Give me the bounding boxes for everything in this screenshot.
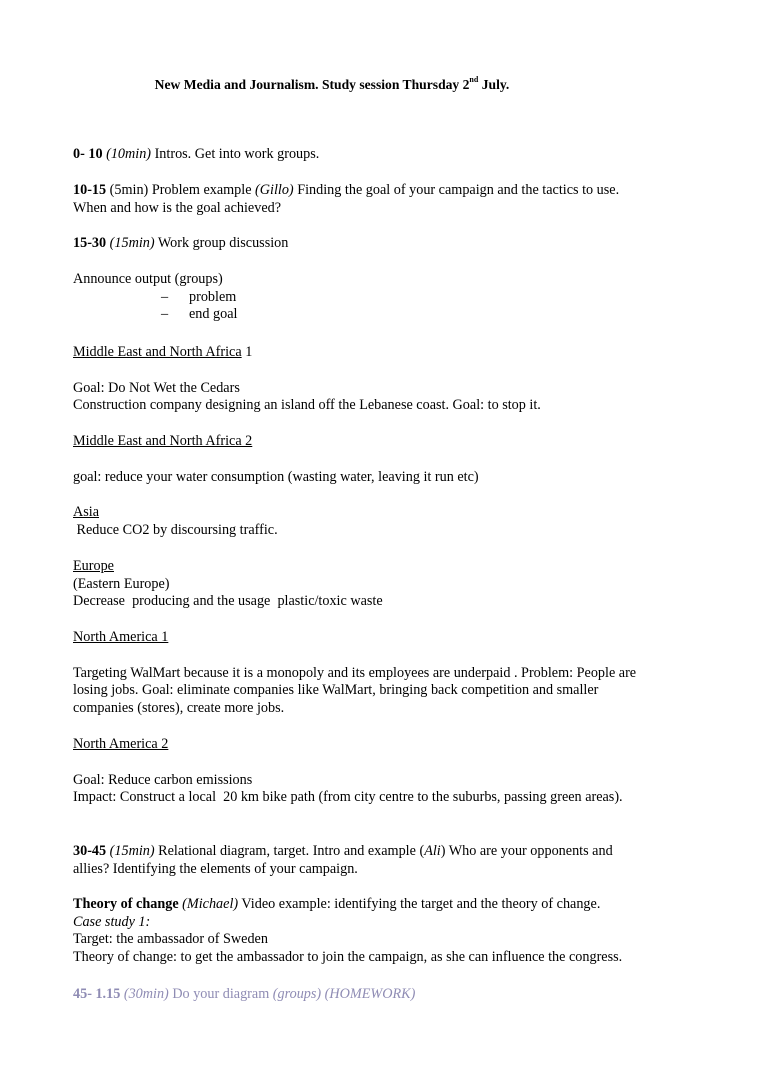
group-mena-2: Middle East and North Africa 2 goal: reduce your water consumption (wasting water, leaving it run etc) — [73, 433, 479, 485]
title-end: July. — [478, 77, 510, 92]
announce-item: – problem — [161, 288, 237, 305]
group-europe: Europe (Eastern Europe) Decrease producing and the usage plastic/toxic waste — [73, 558, 383, 609]
group-mena-1: Middle East and North Africa 1 Goal: Do Not Wet the Cedars Construction company designing an island off the Lebanese coast. Goal: to stop it. — [73, 344, 541, 413]
announce-output: Announce output (groups) – problem – end goal — [73, 271, 713, 324]
group-north-america-1: North America 1 Targeting WalMart because it is a monopoly and its employees are underpaid . Problem: People are losing jobs. Goal: eliminate companies like WalMart, bringing back competition and smaller companies (stores), create more jobs. — [73, 629, 637, 716]
session-10-15: 10-15 (5min) Problem example (Gillo) Finding the goal of your campaign and the tactics to use. When and how is the goal achieved? — [73, 182, 620, 216]
session-0-10: 0- 10 (10min) Intros. Get into work groups. — [73, 146, 320, 162]
group-asia: Asia Reduce CO2 by discoursing traffic. — [73, 504, 278, 538]
session-15-30: 15-30 (15min) Work group discussion — [73, 235, 289, 251]
title-text: New Media and Journalism. Study session Thursday 2 — [154, 77, 470, 92]
theory-of-change: Theory of change (Michael) Video example: identifying the target and the theory of change. Case study 1: Target: the ambassador of Sweden Theory of change: to get the ambassador to join the campaign, as she can influence the congress. — [73, 896, 623, 965]
document-title — [0, 76, 737, 94]
group-north-america-2: North America 2 Goal: Reduce carbon emissions Impact: Construct a local 20 km bike path (from city centre to the suburbs, passing green areas). — [73, 736, 623, 805]
title-sup: nd — [469, 75, 479, 85]
announce-item: – end goal — [161, 306, 238, 322]
session-45-115: 45- 1.15 (30min) Do your diagram (groups) (HOMEWORK) — [73, 986, 416, 1002]
session-30-45: 30-45 (15min) Relational diagram, target. Intro and example (Ali) Who are your opponents and allies? Identifying the elements of your campaign. — [73, 843, 613, 877]
